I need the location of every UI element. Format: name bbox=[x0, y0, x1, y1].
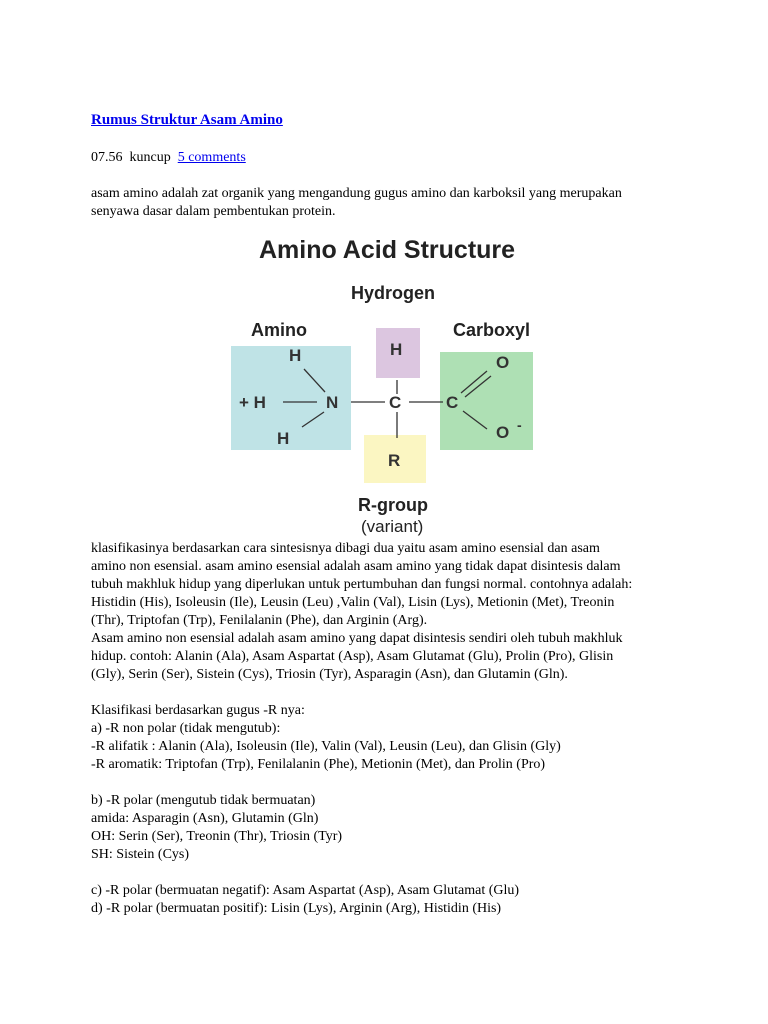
atom-h-amino-top: H bbox=[289, 346, 302, 365]
paragraph-gap bbox=[91, 774, 691, 792]
r-group-label: R-group bbox=[358, 495, 428, 515]
amino-acid-structure-figure bbox=[225, 230, 545, 540]
atom-h-top: H bbox=[390, 340, 403, 359]
atom-h-amino-bottom: H bbox=[277, 429, 290, 448]
atom-c-carboxyl: C bbox=[446, 393, 459, 412]
body-paragraphs bbox=[91, 540, 691, 918]
variant-label: (variant) bbox=[361, 517, 424, 536]
body-line: amida: Asparagin (Asn), Glutamin (Gln) bbox=[91, 811, 319, 826]
body-line: tubuh makhluk hidup yang diperlukan untuk pertumbuhan dan fungsi normal. contohnya adalah: bbox=[91, 577, 633, 592]
body-line: (Thr), Triptofan (Trp), Fenilalanin (Phe), dan Arginin (Arg). bbox=[91, 613, 428, 628]
paragraph-gap bbox=[91, 684, 691, 702]
comments-link[interactable]: 5 comments bbox=[177, 150, 246, 165]
atom-o-bottom: O bbox=[496, 423, 510, 442]
atom-c-center: C bbox=[389, 393, 402, 412]
amino-label: Amino bbox=[251, 320, 307, 340]
body-line: Klasifikasi berdasarkan gugus -R nya: bbox=[91, 703, 305, 718]
post-meta bbox=[91, 150, 246, 166]
body-line: hidup. contoh: Alanin (Ala), Asam Aspartat (Asp), Asam Glutamat (Glu), Prolin (Pro), Glisin bbox=[91, 649, 614, 664]
atom-o-top: O bbox=[496, 353, 510, 372]
body-line: Asam amino non esensial adalah asam amino yang dapat disintesis sendiri oleh tubuh makhluk bbox=[91, 631, 623, 646]
body-line: OH: Serin (Ser), Treonin (Thr), Triosin (Tyr) bbox=[91, 829, 343, 844]
figure-title: Amino Acid Structure bbox=[259, 236, 516, 264]
body-line: (Gly), Serin (Ser), Sistein (Cys), Triosin (Tyr), Asparagin (Asn), dan Glutamin (Gln). bbox=[91, 667, 568, 682]
intro-line: senyawa dasar dalam pembentukan protein. bbox=[91, 204, 336, 219]
atom-n: N bbox=[326, 393, 339, 412]
body-line: a) -R non polar (tidak mengutub): bbox=[91, 721, 281, 736]
body-line: SH: Sistein (Cys) bbox=[91, 847, 190, 862]
atom-h-plus: + H bbox=[239, 393, 266, 412]
body-line: b) -R polar (mengutub tidak bermuatan) bbox=[91, 793, 316, 808]
body-line: c) -R polar (bermuatan negatif): Asam Aspartat (Asp), Asam Glutamat (Glu) bbox=[91, 883, 520, 898]
body-line: d) -R polar (bermuatan positif): Lisin (Lys), Arginin (Arg), Histidin (His) bbox=[91, 901, 502, 916]
body-line: amino non esensial. asam amino esensial adalah asam amino yang tidak dapat disintesis dalam bbox=[91, 559, 621, 574]
post-title-link[interactable]: Rumus Struktur Asam Amino bbox=[91, 112, 283, 128]
paragraph-gap bbox=[91, 864, 691, 882]
atom-o-charge: - bbox=[517, 417, 522, 433]
atom-r: R bbox=[388, 451, 401, 470]
body-line: klasifikasinya berdasarkan cara sintesisnya dibagi dua yaitu asam amino esensial dan asam bbox=[91, 541, 600, 556]
intro-paragraph bbox=[91, 185, 691, 221]
intro-line: asam amino adalah zat organik yang mengandung gugus amino dan karboksil yang merupakan bbox=[91, 186, 622, 201]
body-line: -R alifatik : Alanin (Ala), Isoleusin (Ile), Valin (Val), Leusin (Leu), dan Glisin (Gly) bbox=[91, 739, 561, 754]
body-line: -R aromatik: Triptofan (Trp), Fenilalanin (Phe), Metionin (Met), dan Prolin (Pro) bbox=[91, 757, 546, 772]
post-time: 07.56 bbox=[91, 150, 123, 165]
post-author: kuncup bbox=[129, 150, 171, 165]
carboxyl-label: Carboxyl bbox=[453, 320, 531, 340]
body-line: Histidin (His), Isoleusin (Ile), Leusin (Leu) ,Valin (Val), Lisin (Lys), Metionin (Met), Treonin bbox=[91, 595, 615, 610]
hydrogen-label: Hydrogen bbox=[351, 283, 436, 303]
